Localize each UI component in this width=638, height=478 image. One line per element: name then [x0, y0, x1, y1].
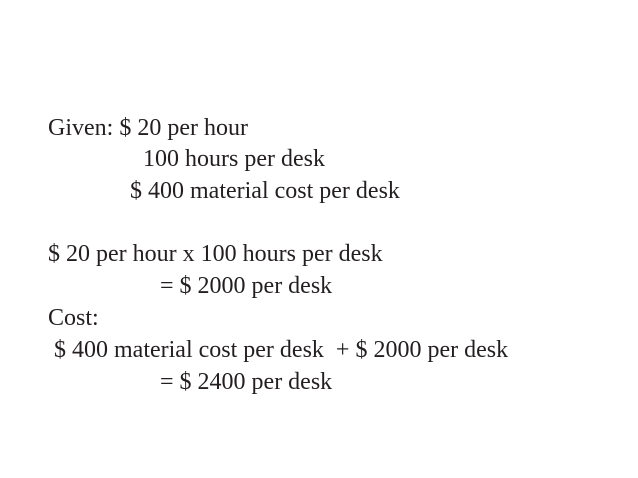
given-hours-text: 100 hours per desk — [143, 146, 325, 172]
given-material-text: $ 400 material cost per desk — [130, 178, 400, 204]
labor-result-text: = $ 2000 per desk — [160, 273, 333, 299]
labor-calculation-text: $ 20 per hour x 100 hours per desk — [48, 241, 383, 267]
given-rate-text: Given: $ 20 per hour — [48, 115, 248, 141]
cost-label: Cost: — [48, 305, 99, 331]
cost-calculation-text: $ 400 material cost per desk + $ 2000 per desk — [54, 337, 509, 363]
cost-result-text: = $ 2400 per desk — [160, 369, 333, 395]
